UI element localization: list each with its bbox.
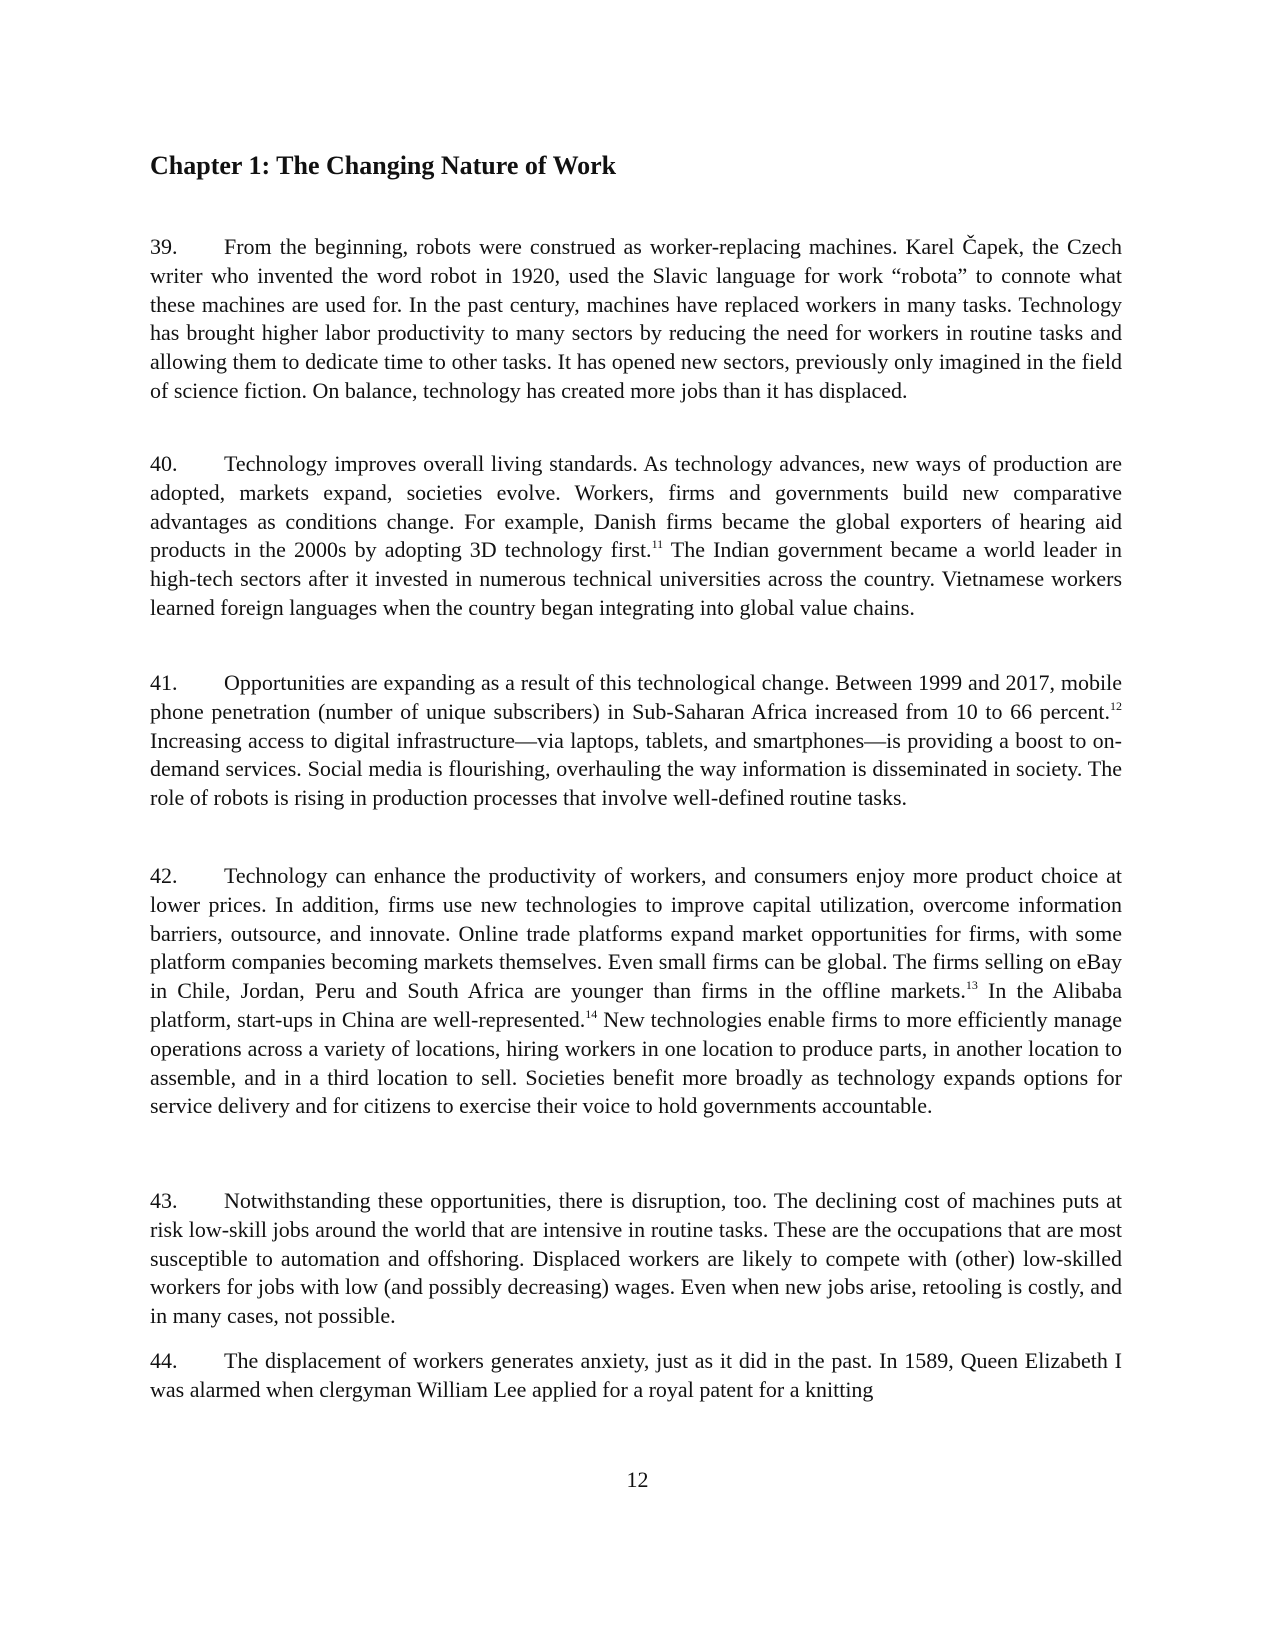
- paragraph-number: 42.: [150, 863, 178, 888]
- paragraph-number: 41.: [150, 670, 178, 695]
- footnote-marker: 11: [651, 537, 664, 552]
- paragraph-text: The Indian government became a world leader in high-tech sectors after it invested in numerous technical universities across the country. Vietnamese workers learned foreign languages when the country began integrating into global value chains.: [150, 537, 1122, 620]
- paragraph-text: In the Alibaba platform, start-ups in China are well-represented.: [150, 978, 1122, 1032]
- paragraph-text: New technologies enable firms to more efficiently manage operations across a variety of locations, hiring workers in one location to produce parts, in another location to assemble, and in a third location to sell. Societies benefit more broadly as technology expands options for service delivery and for citizens to exercise their voice to hold governments accountable.: [150, 1006, 1123, 1119]
- paragraph-text: The displacement of workers generates anxiety, just as it did in the past. In 1589, Queen Elizabeth I was alarmed when clergyman William Lee applied for a royal patent for a knitting: [150, 1348, 1122, 1402]
- paragraph-text: Technology can enhance the productivity of workers, and consumers enjoy more product choice at lower prices. In addition, firms use new technologies to improve capital utilization, overcome information barriers, outsource, and innovate. Online trade platforms expand market opportunities for firms, with some platform companies becoming markets themselves. Even small firms can be global. The firms selling on eBay in Chile, Jordan, Peru and South Africa are younger than firms in the offline markets.: [150, 863, 1122, 1004]
- footnote-marker: 13: [965, 978, 978, 993]
- paragraph-text: Notwithstanding these opportunities, there is disruption, too. The declining cost of machines puts at risk low-skill jobs around the world that are intensive in routine tasks. These are the occupations that are most susceptible to automation and offshoring. Displaced workers are likely to compete with (other) low-skilled workers for jobs with low (and possibly decreasing) wages. Even when new jobs arise, retooling is costly, and in many cases, not possible.: [150, 1188, 1122, 1329]
- footnote-marker: 12: [1110, 698, 1122, 713]
- paragraph-42: [150, 862, 1122, 1121]
- paragraph-number: 40.: [150, 451, 178, 476]
- paragraph-text: Increasing access to digital infrastructure—via laptops, tablets, and smartphones—is providing a boost to on-demand services. Social media is flourishing, overhauling the way information is disseminated in society. The role of robots is rising in production processes that involve well-defined routine tasks.: [150, 727, 1122, 811]
- paragraph-39: [150, 233, 1122, 406]
- paragraph-41: [150, 669, 1122, 813]
- chapter-title: Chapter 1: The Changing Nature of Work: [150, 151, 617, 180]
- paragraph-number: 39.: [150, 234, 178, 259]
- paragraph-text: From the beginning, robots were construed as worker-replacing machines. Karel Čapek, the Czech writer who invented the word robot in 1920, used the Slavic language for work “robota” to connote what these machines are used for. In the past century, machines have replaced workers in many tasks. Technology has brought higher labor productivity to many sectors by reducing the need for workers in routine tasks and allowing them to dedicate time to other tasks. It has opened new sectors, previously only imagined in the field of science fiction. On balance, technology has created more jobs than it has displaced.: [150, 234, 1122, 403]
- footnote-marker: 14: [585, 1006, 598, 1021]
- paragraph-number: 43.: [150, 1188, 178, 1213]
- paragraph-number: 44.: [150, 1348, 178, 1373]
- paragraph-44: [150, 1347, 1122, 1405]
- paragraph-40: [150, 450, 1122, 623]
- paragraph-text: Opportunities are expanding as a result of this technological change. Between 1999 and 2017, mobile phone penetration (number of unique subscribers) in Sub-Saharan Africa increased from 10 to 66 percent.: [150, 670, 1122, 724]
- paragraph-text: Technology improves overall living standards. As technology advances, new ways of production are adopted, markets expand, societies evolve. Workers, firms and governments build new comparative advantages as conditions change. For example, Danish firms became the global exporters of hearing aid products in the 2000s by adopting 3D technology first.: [150, 451, 1122, 563]
- page-number: 12: [626, 1467, 649, 1492]
- paragraph-43: [150, 1187, 1122, 1331]
